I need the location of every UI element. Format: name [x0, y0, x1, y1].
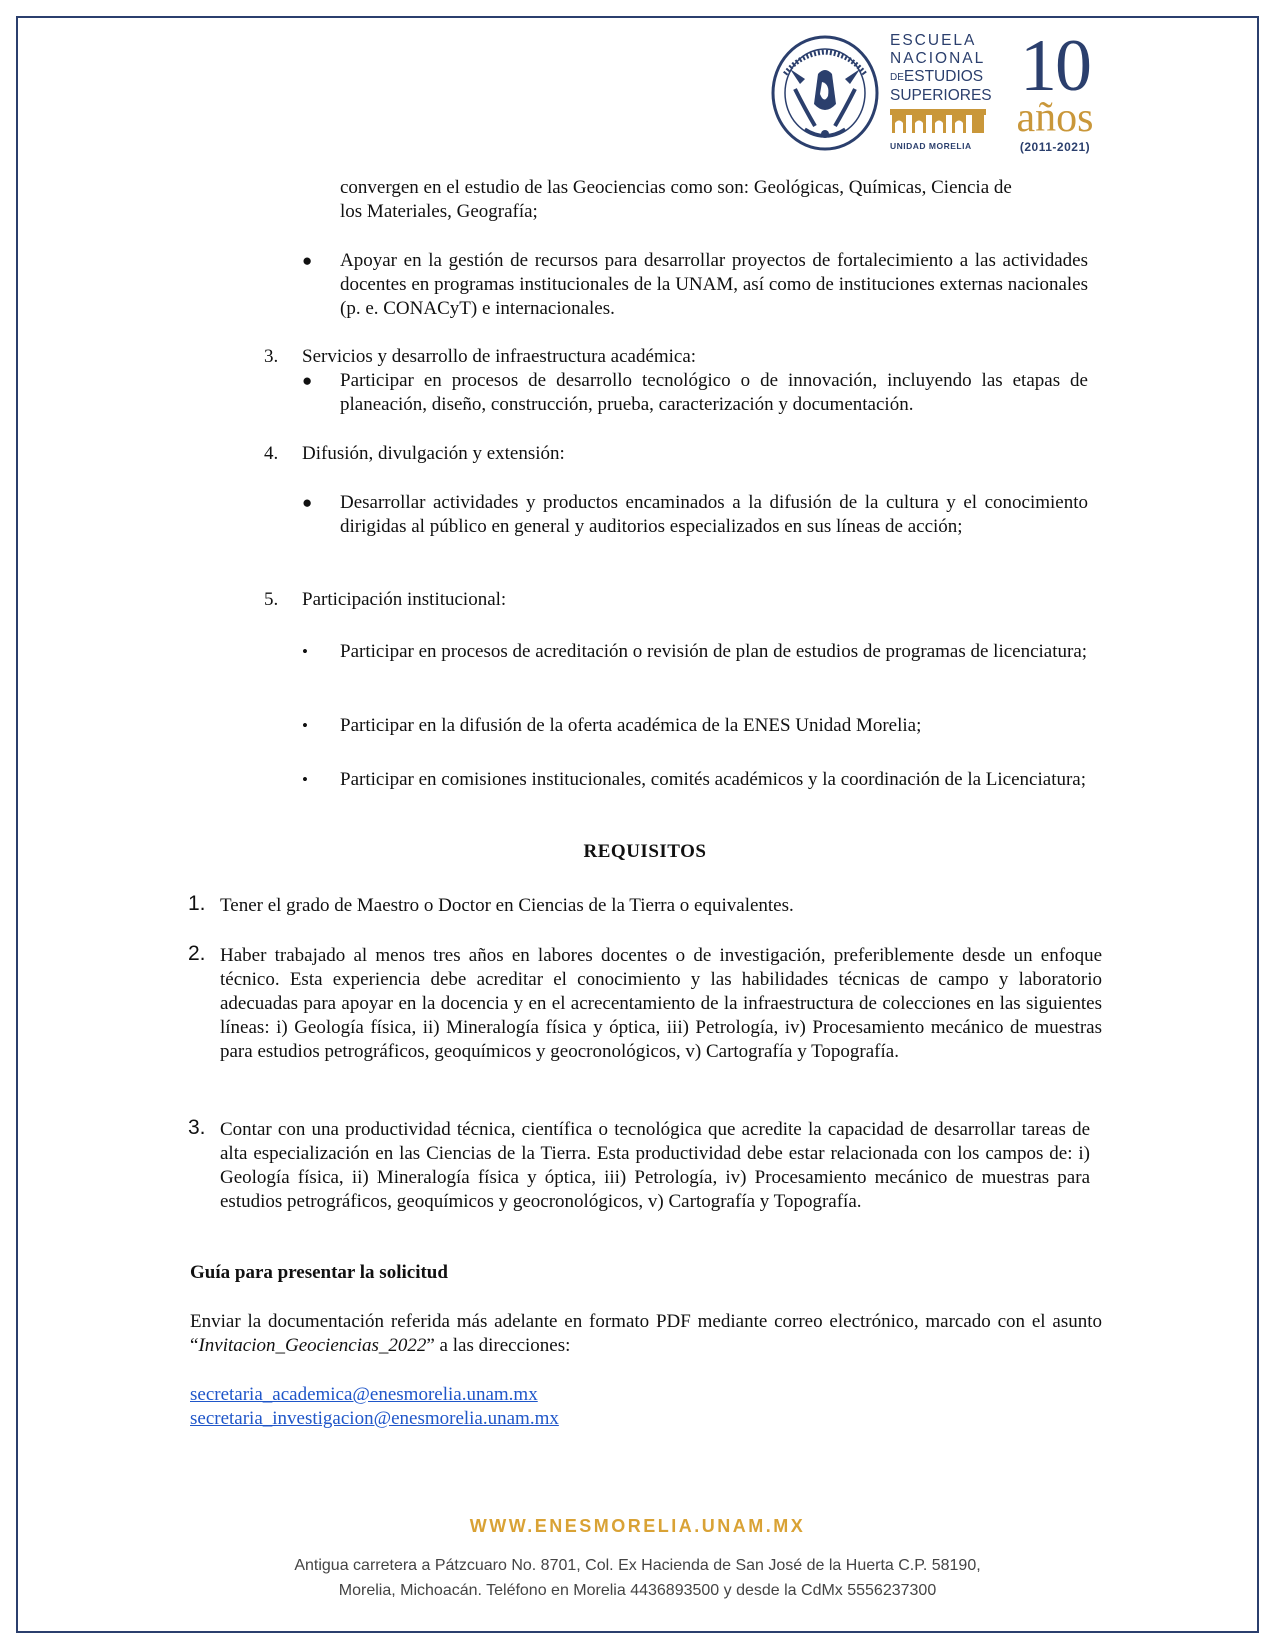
anniversary-number: 10 [1020, 25, 1090, 107]
section-3-number: 3. [264, 346, 279, 367]
section-4-number: 4. [264, 443, 279, 464]
enes-estudios: ESTUDIOS [903, 68, 984, 85]
enes-line2: NACIONAL [890, 50, 986, 67]
section-4-title: Difusión, divulgación y extensión: [302, 443, 565, 464]
bullet-glyph: ● [302, 371, 313, 390]
bullet-glyph-alt: • [302, 716, 308, 735]
section-4-bullet-1: Desarrollar actividades y productos encaminados a la difusión de la cultura y el conocimiento dirigidas al público en general y auditorios especializados en sus líneas de acción; [340, 492, 1088, 537]
enes-line4: SUPERIORES [890, 87, 992, 104]
requisito-3-number: 3. [188, 1116, 206, 1139]
enes-unidad: UNIDAD MORELIA [890, 141, 972, 151]
section-5-bullet-3: Participar en comisiones institucionales, comités académicos y la coordinación de la Licenciatura; [340, 769, 1087, 790]
enes-de: DE [890, 72, 904, 83]
section-3-title: Servicios y desarrollo de infraestructura académica: [302, 346, 697, 367]
continuation-line2: los Materiales, Geografía; [340, 201, 538, 222]
anniversary-word: años [1016, 95, 1094, 141]
enes-arches-icon [890, 109, 986, 133]
requisito-2-number: 2. [188, 942, 206, 965]
enes-line1: ESCUELA [890, 32, 977, 49]
guia-paragraph [190, 1310, 1102, 1358]
guia-subject: Invitacion_Geociencias_2022 [198, 1335, 427, 1356]
footer-website: WWW.ENESMORELIA.UNAM.MX [469, 1516, 806, 1536]
enes-logo [890, 32, 1000, 154]
footer-address-line2: Morelia, Michoacán. Teléfono en Morelia 4436893500 y desde la CdMx 5556237300 [338, 1582, 937, 1599]
guia-heading: Guía para presentar la solicitud [190, 1262, 448, 1283]
requisitos-heading: REQUISITOS [583, 841, 707, 862]
guia-text-after: ” a las direcciones: [426, 1335, 571, 1356]
email-link-academica[interactable]: secretaria_academica@enesmorelia.unam.mx [190, 1384, 538, 1405]
unam-seal-icon [770, 34, 880, 152]
bullet-glyph-alt: • [302, 642, 308, 661]
bullet-apoyar: Apoyar en la gestión de recursos para desarrollar proyectos de fortalecimiento a las actividades docentes en programas institucionales de la UNAM, así como de instituciones externas nacionales (p. e. CONACyT) e internacionales. [340, 250, 1088, 319]
section-5-bullet-1: Participar en procesos de acreditación o revisión de plan de estudios de programas de licenciatura; [340, 641, 1088, 662]
footer-address-line1: Antigua carretera a Pátzcuaro No. 8701, Col. Ex Hacienda de San José de la Huerta C.P. 58190, [294, 1557, 981, 1574]
anniversary-years: (2011-2021) [1019, 140, 1091, 154]
bullet-glyph: ● [302, 251, 313, 270]
continuation-line1: convergen en el estudio de las Geociencias como son: Geológicas, Químicas, Ciencia de [340, 177, 1012, 198]
requisito-1-text: Tener el grado de Maestro o Doctor en Ciencias de la Tierra o equivalentes. [220, 895, 794, 916]
section-5-title: Participación institucional: [302, 589, 507, 610]
section-3-bullet-1: Participar en procesos de desarrollo tecnológico o de innovación, incluyendo las etapas de planeación, diseño, construcción, prueba, caracterización y documentación. [340, 370, 1088, 415]
enes-line3 [890, 68, 1000, 87]
bullet-glyph: ● [302, 493, 313, 512]
guia-text-before: Enviar la documentación referida más adelante en formato PDF mediante correo electrónico, marcado con el asunto “ [190, 1311, 1102, 1356]
anniversary-logo [1005, 25, 1105, 155]
bullet-glyph-alt: • [302, 770, 308, 789]
requisito-3-text: Contar con una productividad técnica, científica o tecnológica que acredite la capacidad de desarrollar tareas de alta especialización en las Ciencias de la Tierra. Esta productividad debe estar relacionada con los campos de: i) Geología física, ii) Mineralogía física y óptica, iii) Petrología, iv) Procesamiento mecánico de muestras para estudios petrográficos, geoquímicos y geocronológicos, v) Cartografía y Topografía. [220, 1119, 1090, 1212]
requisito-2-text: Haber trabajado al menos tres años en labores docentes o de investigación, preferiblemente desde un enfoque técnico. Esta experiencia debe acreditar el conocimiento y las habilidades técnicas de campo y laboratorio adecuadas para apoyar en la docencia y en el acrecentamiento de la infraestructura de colecciones en las siguientes líneas: i) Geología física, ii) Mineralogía física y óptica, iii) Petrología, iv) Procesamiento mecánico de muestras para estudios petrográficos, geoquímicos y geocronológicos, v) Cartografía y Topografía. [220, 945, 1102, 1062]
email-link-investigacion[interactable]: secretaria_investigacion@enesmorelia.unam.mx [190, 1408, 559, 1429]
section-5-number: 5. [264, 589, 279, 610]
section-5-bullet-2: Participar en la difusión de la oferta académica de la ENES Unidad Morelia; [340, 715, 922, 736]
requisito-1-number: 1. [188, 892, 206, 915]
